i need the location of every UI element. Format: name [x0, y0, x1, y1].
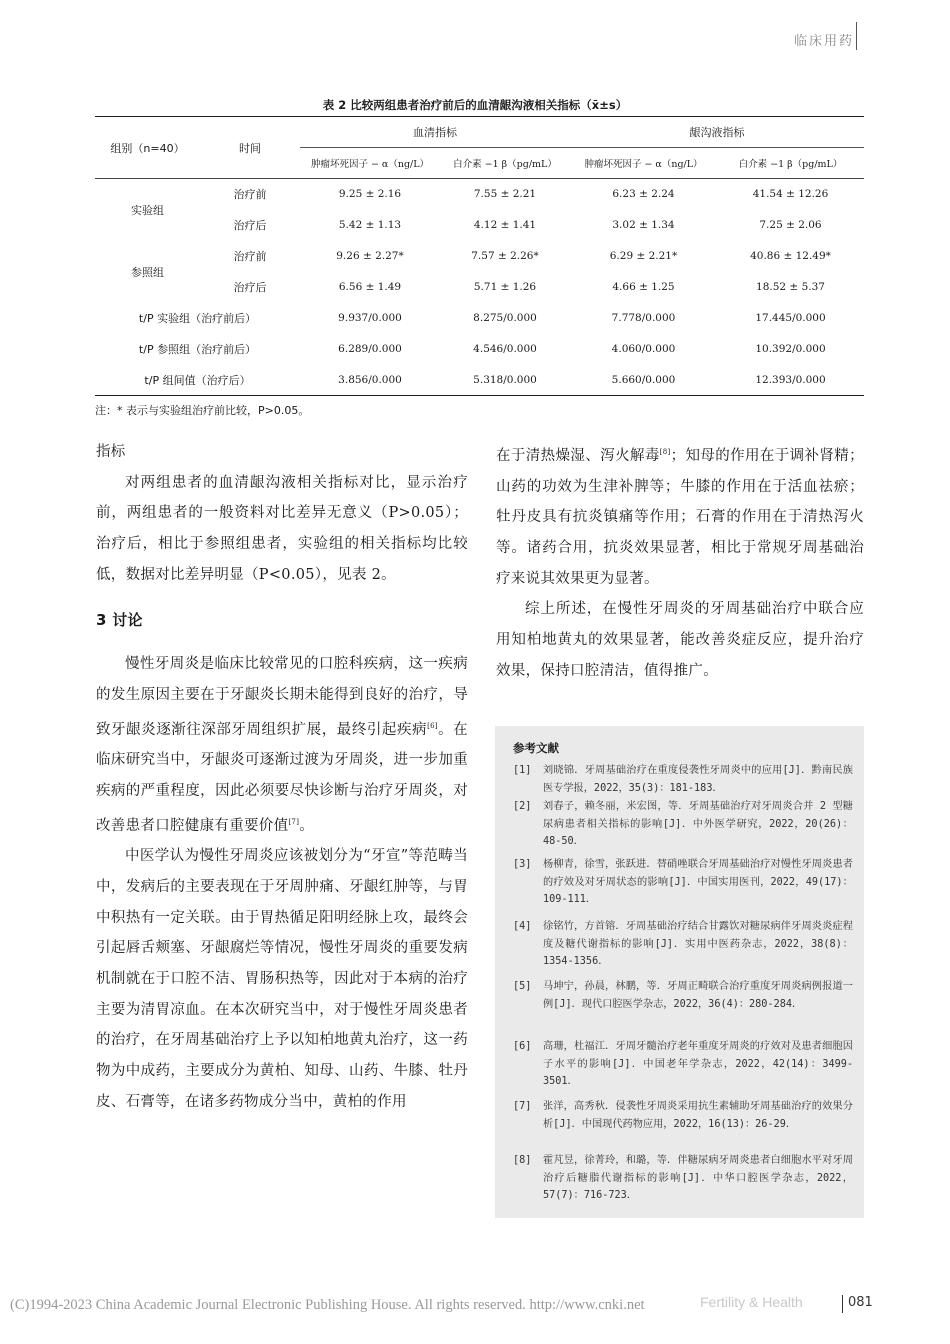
cell: 7.57 ± 2.26*: [471, 250, 539, 262]
ref-number: [7]: [513, 1101, 532, 1112]
paragraph: [496, 437, 864, 594]
left-column: [96, 437, 468, 1117]
stat-label: t/P 参照组（治疗前后）: [138, 343, 257, 356]
cell: 10.392/0.000: [755, 343, 826, 355]
paragraph: 中医学认为慢性牙周炎应该被划分为“牙宣”等范畴当中，发病后的主要表现在于牙周肿痛、牙龈红肿等，与胃中积热有一定关联。由于胃热循足阳明经脉上攻，最终会引起唇舌颊塞、牙龈腐烂等情况，慢性牙周炎的重要发病机制就在于口腔不洁、胃肠积热等，因此对于本病的治疗主要为清胃凉血。在本次研究当中，对于慢性牙周炎患者的治疗，在牙周基础治疗上予以知柏地黄丸治疗，这一药物为中成药，主要成分为黄柏、知母、山药、牛膝、牡丹皮、石膏等，在诸多药物成分当中，黄柏的作用: [96, 848, 468, 1110]
header-serum: 血清指标: [300, 117, 570, 148]
ref-text: 杨柳青，徐雪，张跃进．替硝唑联合牙周基础治疗对慢性牙周炎患者的疗效及对牙周状态的影响[J]．中国实用医刊，2022，49(17)：109-111．: [543, 859, 853, 906]
cell: 6.23 ± 2.24: [612, 188, 675, 201]
row-group: 参照组: [131, 265, 164, 279]
stat-label: t/P 实验组（治疗前后）: [138, 312, 257, 325]
cell: 6.29 ± 2.21*: [609, 250, 678, 262]
reference-item: [513, 978, 853, 1013]
ref-number: [6]: [513, 1041, 532, 1052]
cell: 9.25 ± 2.16: [338, 188, 402, 201]
cell: 3.02 ± 1.34: [612, 219, 675, 231]
cell: 4.546/0.000: [473, 343, 537, 355]
text: 慢性牙周炎是临床比较常见的口腔科疾病，这一疾病的发生原因主要在于牙龈炎长期未能得到良好的治疗，导致牙龈炎逐渐往深部牙周组织扩展，最终引起疾病: [96, 656, 468, 738]
references-title: 参考文献: [513, 741, 559, 755]
header-group: 组别（n=40）: [95, 117, 200, 179]
table-row: [95, 272, 864, 303]
reference-item: [513, 918, 853, 971]
table-row: [95, 179, 864, 210]
table-row: [95, 303, 864, 334]
cell: 4.060/0.000: [611, 343, 676, 355]
ref-text: 徐铭竹，方首镕．牙周基础治疗结合甘露饮对糖尿病伴牙周炎炎症程度及糖代谢指标的影响[J]．实用中医药杂志，2022，38(8)：1354-1356．: [543, 921, 853, 968]
page-number: 081: [848, 1295, 873, 1310]
cell: 6.289/0.000: [338, 343, 402, 355]
cell: 8.275/0.000: [473, 312, 537, 324]
reference-item: [513, 762, 853, 797]
cell: 5.660/0.000: [611, 373, 676, 386]
cell: 7.25 ± 2.06: [759, 219, 822, 231]
ref-number: [2]: [513, 801, 532, 812]
reference-item: [513, 1038, 853, 1091]
reference-item: [513, 1098, 853, 1133]
ref-number: [3]: [513, 859, 532, 870]
text: ；知母的作用在于调补肾精；山药的功效为生津补脾等；牛膝的作用在于活血祛瘀；牡丹皮具有抗炎镇痛等作用；石膏的作用在于清热泻火等。诸药合用，抗炎效果显著，相比于常规牙周基础治疗来说其效果更为显著。: [496, 447, 864, 587]
cell: 12.393/0.000: [755, 373, 826, 386]
reference-item: [513, 856, 853, 909]
cell: 18.52 ± 5.37: [756, 281, 825, 293]
text: 在于清热燥湿、泻火解毒: [496, 447, 660, 464]
cell: 7.55 ± 2.21: [473, 188, 537, 201]
section-header: 临床用药: [793, 34, 854, 49]
cell: 4.66 ± 1.25: [612, 281, 675, 293]
cell: 7.778/0.000: [611, 312, 676, 324]
citation: [6]: [427, 721, 438, 730]
results-table: [95, 116, 864, 396]
cell: 4.12 ± 1.41: [473, 219, 537, 231]
subheader: 白介素 −1 β（pg/mL）: [738, 159, 843, 170]
reference-item: [513, 1152, 853, 1205]
citation: [7]: [288, 817, 300, 826]
header-divider: [856, 22, 857, 50]
cell: 17.445/0.000: [755, 312, 826, 324]
subheader: 肿瘤坏死因子 − α（ng/L）: [584, 159, 703, 170]
cell: 6.56 ± 1.49: [338, 281, 402, 293]
row-time: 治疗前: [233, 188, 267, 202]
table-row: [95, 365, 864, 396]
ref-text: 刘晓锦．牙周基础治疗在重度侵袭性牙周炎中的应用[J]．黔南民族医专学报，2022，35(3)：181-183．: [543, 765, 853, 794]
paragraph: 综上所述，在慢性牙周炎的牙周基础治疗中联合应用知柏地黄丸的效果显著，能改善炎症反应，提升治疗效果，保持口腔清洁，值得推广。: [496, 601, 864, 679]
text: 。在临床研究当中，牙龈炎可逐渐过渡为牙周炎，进一步加重疾病的严重程度，因此必须要尽快诊断与治疗牙周炎，对改善患者口腔健康有重要价值: [96, 721, 468, 834]
paragraph: 对两组患者的血清龈沟液相关指标对比，显示治疗前，两组患者的一般资料对比差异无意义（P>0.05）；治疗后，相比于参照组患者，实验组的相关指标均比较低，数据对比差异明显（P<0.05），见表 2。: [96, 474, 468, 583]
ref-text: 霍芃昱，徐菁玲，和璐，等．伴糖尿病牙周炎患者白细胞水平对牙周治疗后糖脂代谢指标的影响[J]．中华口腔医学杂志，2022，57(7)：716-723．: [543, 1155, 853, 1202]
row-time: 治疗后: [233, 219, 267, 232]
ref-number: [5]: [513, 981, 532, 992]
ref-text: 张洋，高秀秋．侵袭性牙周炎采用抗生素辅助牙周基础治疗的效果分析[J]．中国现代药物应用，2022，16(13)：26-29．: [543, 1101, 853, 1130]
cell: 9.937/0.000: [338, 312, 402, 324]
reference-item: [513, 798, 853, 851]
cell: 41.54 ± 12.26: [752, 188, 829, 201]
references-box: [495, 726, 864, 1218]
cell: 5.42 ± 1.13: [338, 219, 402, 231]
table-row: [95, 334, 864, 365]
header-time: 时间: [200, 117, 300, 179]
row-time: 治疗后: [233, 281, 267, 294]
paragraph: [96, 649, 468, 841]
right-column: [496, 437, 864, 686]
journal-name: Fertility & Health: [700, 1294, 803, 1310]
ref-text: 马坤宁，孙晨，林鹏，等．牙周正畸联合治疗重度牙周炎病例报道一例[J]．现代口腔医学杂志，2022，36(4)：280-284．: [543, 981, 853, 1010]
paragraph: 指标: [96, 444, 126, 460]
subheader: 白介素 −1 β（pg/mL）: [453, 159, 557, 170]
table-note: 注：* 表示与实验组治疗前比较，P>0.05。: [95, 404, 310, 417]
footer-divider: [842, 1295, 843, 1313]
stat-label: t/P 组间值（治疗后）: [144, 373, 251, 387]
citation: [8]: [659, 448, 671, 456]
row-time: 治疗前: [233, 250, 267, 263]
table-row: [95, 241, 864, 272]
table-title: 表 2 比较两组患者治疗前后的血清龈沟液相关指标（x̄±s）: [322, 98, 628, 112]
ref-number: [1]: [513, 765, 532, 776]
cell: 9.26 ± 2.27*: [336, 250, 404, 262]
ref-text: 高珊，杜福江．牙周牙髓治疗老年重度牙周炎的疗效对及患者细胞因子水平的影响[J]．中国老年学杂志，2022，42(14)：3499-3501．: [543, 1041, 853, 1088]
ref-text: 刘春子，赖冬丽，米宏图，等．牙周基础治疗对牙周炎合并 2 型糖尿病患者相关指标的影响[J]．中外医学研究，2022，20(26)：48-50．: [543, 801, 853, 848]
cell: 5.318/0.000: [473, 373, 537, 386]
ref-number: [8]: [513, 1155, 532, 1166]
text: 。: [299, 817, 315, 834]
cell: 3.856/0.000: [338, 373, 402, 386]
ref-number: [4]: [513, 921, 532, 932]
header-gcf: 龈沟液指标: [570, 117, 864, 148]
subheader: 肿瘤坏死因子 − α（ng/L）: [310, 159, 430, 170]
cell: 5.71 ± 1.26: [473, 281, 537, 293]
section-heading: 3 讨论: [96, 610, 143, 629]
copyright-notice: (C)1994-2023 China Academic Journal Electronic Publishing House. All rights reserved. http://www.cnki.net: [10, 1297, 645, 1313]
row-group: 实验组: [131, 203, 164, 217]
table-row: [95, 210, 864, 241]
cell: 40.86 ± 12.49*: [750, 250, 831, 262]
